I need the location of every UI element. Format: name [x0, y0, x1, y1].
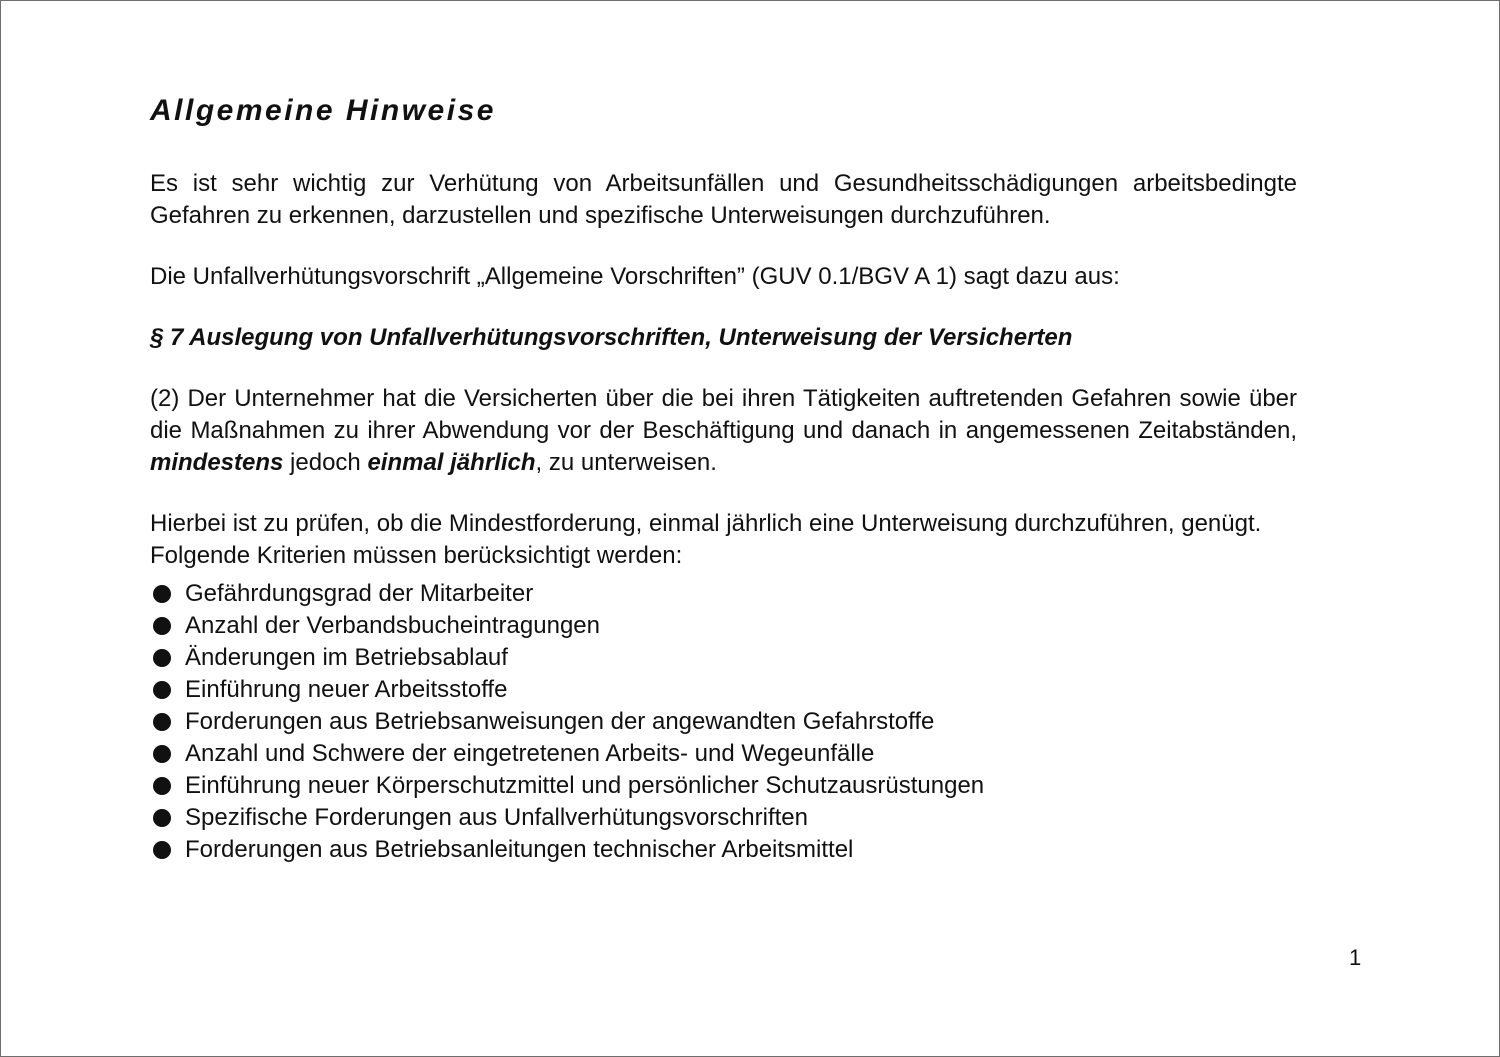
bullet-icon — [153, 809, 171, 827]
regulation-text-part2: jedoch — [283, 449, 368, 476]
bullet-icon — [153, 841, 171, 859]
list-item-text: Forderungen aus Betriebsanleitungen technischer Arbeitsmittel — [185, 836, 854, 863]
list-item — [150, 674, 1297, 706]
list-item — [150, 834, 1297, 866]
bullet-icon — [153, 681, 171, 699]
list-item-text: Einführung neuer Körperschutzmittel und persönlicher Schutzausrüstungen — [185, 772, 985, 799]
list-item — [150, 738, 1297, 770]
bullet-icon — [153, 777, 171, 795]
section-heading: § 7 Auslegung von Unfallverhütungsvorschriften, Unterweisung der Versicherten — [150, 324, 1073, 351]
criteria-intro: Folgende Kriterien müssen berücksichtigt werden: — [150, 542, 683, 569]
list-item-text: Forderungen aus Betriebsanweisungen der angewandten Gefahrstoffe — [185, 708, 935, 735]
emphasis-mindestens: mindestens — [150, 449, 284, 476]
bullet-icon — [153, 713, 171, 731]
emphasis-einmal-jaehrlich: einmal jährlich — [367, 449, 536, 476]
page-title: Allgemeine Hinweise — [150, 94, 496, 127]
page-content — [150, 93, 1297, 866]
list-item — [150, 610, 1297, 642]
list-item-text: Änderungen im Betriebsablauf — [185, 644, 508, 671]
intro-paragraph: Es ist sehr wichtig zur Verhütung von Arbeitsunfällen und Gesundheitsschädigungen arbeitsbedingte Gefahren zu erkennen, darzustellen und spezifische Unterweisungen durchzuführen. — [150, 170, 1297, 229]
regulation-text-part3: , zu unterweisen. — [535, 449, 717, 476]
list-item-text: Einführung neuer Arbeitsstoffe — [185, 676, 508, 703]
list-item-text: Anzahl der Verbandsbucheintragungen — [185, 612, 600, 639]
list-item — [150, 578, 1297, 610]
list-item — [150, 770, 1297, 802]
regulation-intro-paragraph: Die Unfallverhütungsvorschrift „Allgemeine Vorschriften” (GUV 0.1/BGV A 1) sagt dazu aus: — [150, 263, 1120, 290]
list-item-text: Spezifische Forderungen aus Unfallverhütungsvorschriften — [185, 804, 809, 831]
list-item — [150, 802, 1297, 834]
regulation-paragraph — [150, 383, 1297, 479]
bullet-icon — [153, 745, 171, 763]
bullet-icon — [153, 585, 171, 603]
list-item-text: Gefährdungsgrad der Mitarbeiter — [185, 580, 534, 607]
criteria-list — [150, 578, 1297, 866]
list-item — [150, 642, 1297, 674]
page-number: 1 — [1349, 945, 1362, 970]
list-item-text: Anzahl und Schwere der eingetretenen Arbeits- und Wegeunfälle — [185, 740, 875, 767]
bullet-icon — [153, 617, 171, 635]
list-item — [150, 706, 1297, 738]
check-paragraph: Hierbei ist zu prüfen, ob die Mindestforderung, einmal jährlich eine Unterweisung durchzuführen, genügt. — [150, 510, 1262, 537]
bullet-icon — [153, 649, 171, 667]
regulation-text-part1: (2) Der Unternehmer hat die Versicherten über die bei ihren Tätigkeiten auftretenden Gefahren sowie über die Maßnahmen zu ihrer Abwendung vor der Beschäftigung und danach in angemessenen Zeitabständen, — [150, 385, 1297, 444]
